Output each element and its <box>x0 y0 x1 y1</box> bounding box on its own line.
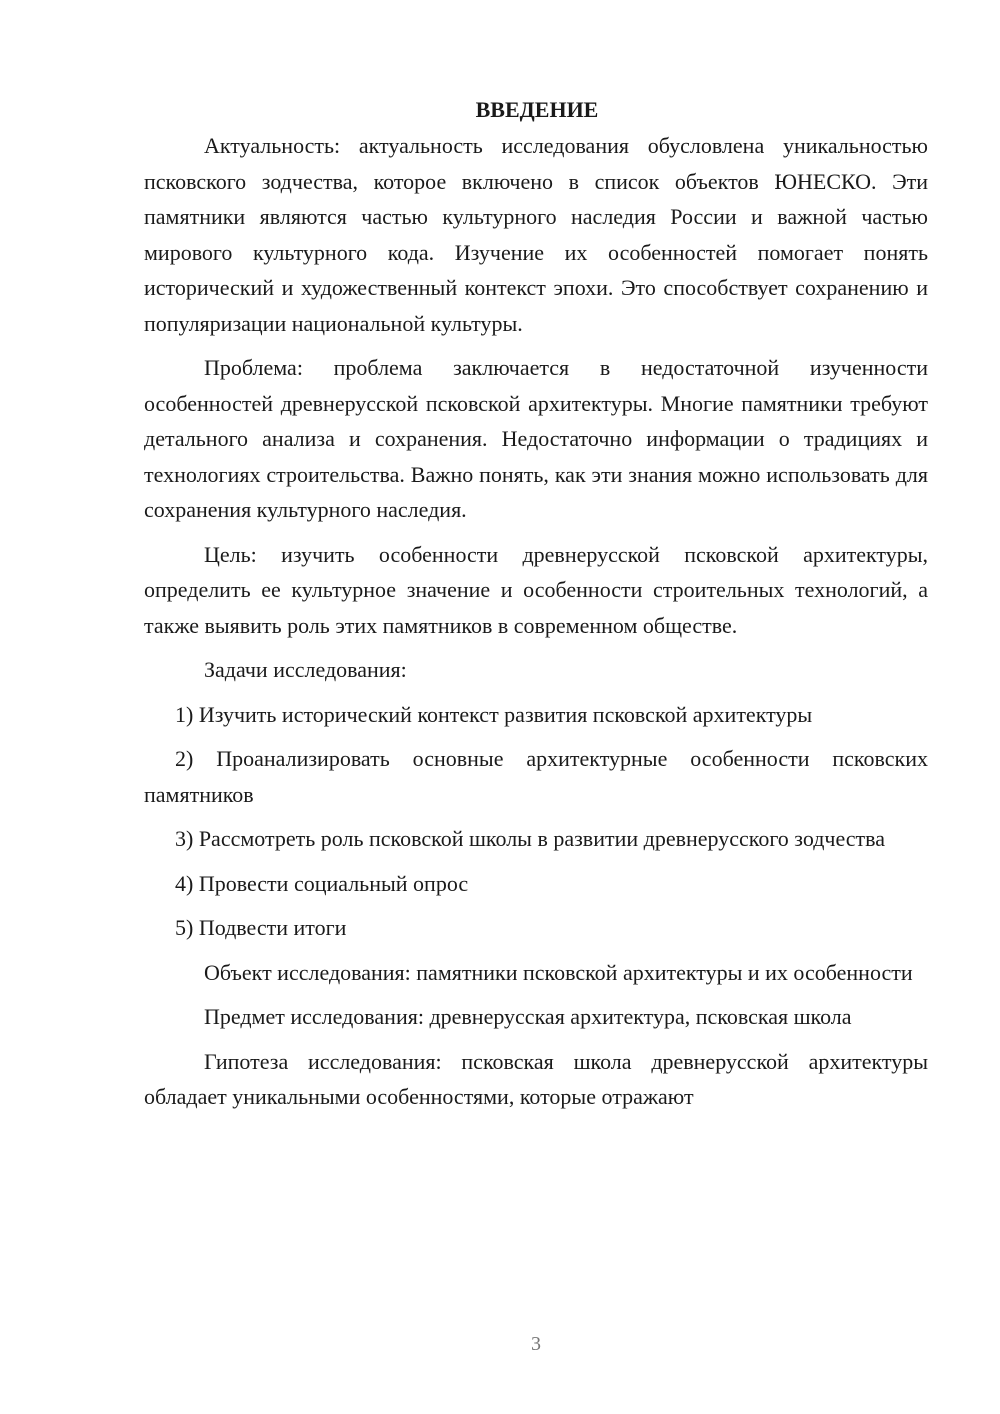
paragraph-object: Объект исследования: памятники псковской архитектуры и их особенности <box>204 959 913 985</box>
page-number: 3 <box>531 1333 541 1355</box>
paragraph-hypothesis: Гипотеза исследования: псковская школа древнерусской архитектуры обладает уникальными особенностями, которые отражают <box>144 1048 928 1109</box>
task-item: 5) Подвести итоги <box>175 915 347 940</box>
paragraph-problem: Проблема: проблема заключается в недостаточной изученности особенностей древнерусской псковской архитектуры. Многие памятники требуют детального анализа и сохранения. Недостаточно информации о традициях и технологиях строительства. Важно понять, как эти знания можно использовать для сохранения культурного наследия. <box>144 355 928 522</box>
paragraph-subject: Предмет исследования: древнерусская архитектура, псковская школа <box>204 1004 852 1029</box>
paragraph-goal: Цель: изучить особенности древнерусской псковской архитектуры, определить ее культурное значение и особенности строительных технологий, а также выявить роль этих памятников в современном обществе. <box>144 541 928 638</box>
task-item: 2) Проанализировать основные архитектурные особенности псковских памятников <box>144 746 928 807</box>
document-page <box>144 92 928 1124</box>
task-item: 3) Рассмотреть роль псковской школы в развитии древнерусского зодчества <box>175 826 886 851</box>
tasks-title: Задачи исследования: <box>204 657 407 682</box>
page-title: ВВЕДЕНИЕ <box>475 97 599 122</box>
paragraph-relevance: Актуальность: актуальность исследования обусловлена уникальностью псковского зодчества, которое включено в список объектов ЮНЕСКО. Эти памятники являются частью культурного наследия России и важной частью мирового культурного кода. Изучение их особенностей помогает понять исторический и художественный контекст эпохи. Это способствует сохранению и популяризации национальной культуры. <box>144 133 928 336</box>
task-item: 4) Провести социальный опрос <box>175 870 469 896</box>
task-item: 1) Изучить исторический контекст развития псковской архитектуры <box>175 701 813 727</box>
